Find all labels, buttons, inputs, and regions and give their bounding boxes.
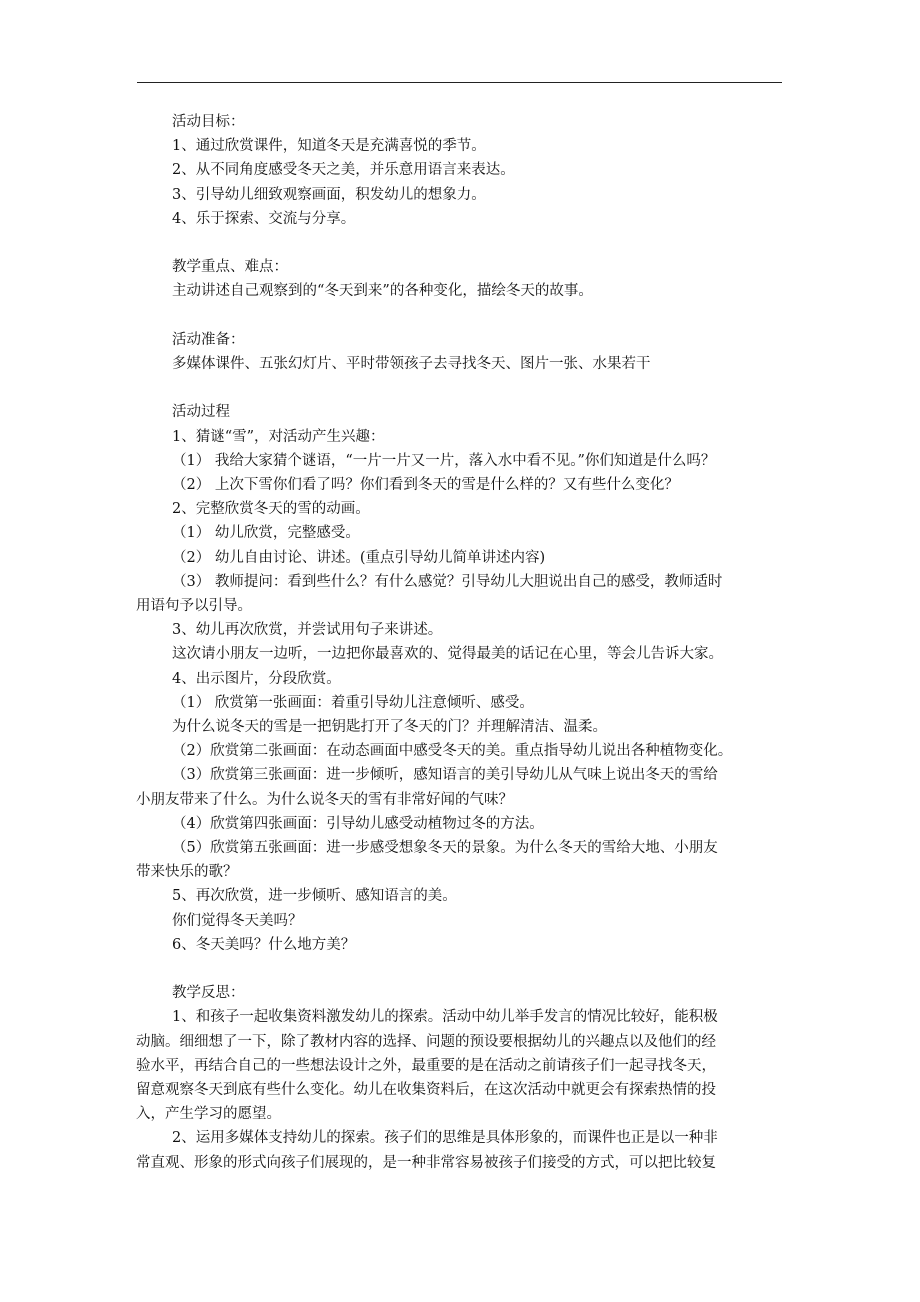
reflection-paragraph-line: 验水平，再结合自己的一些想法设计之外，最重要的是在活动之前请孩子们一起寻找冬天， (136, 1057, 716, 1074)
process-step: 1、猜谜“雪”，对活动产生兴趣： (172, 428, 385, 445)
goal-item: 4、乐于探索、交流与分享。 (172, 210, 356, 227)
process-substep: （1） 幼儿欣赏，完整感受。 (172, 525, 360, 542)
goal-item: 1、通过欣赏课件，知道冬天是充满喜悦的季节。 (172, 138, 486, 155)
process-substep: （2） 幼儿自由讨论、讲述。(重点引导幼儿简单讲述内容) (172, 549, 546, 566)
spacer (172, 376, 784, 400)
reflection-paragraph-line: 2、运用多媒体支持幼儿的探索。孩子们的思维是具体形象的，而课件也正是以一种非 (172, 1130, 718, 1147)
process-substep: （1） 我给大家猜个谜语，“一片一片又一片，落入水中看不见。”你们知道是什么吗？ (172, 452, 716, 469)
header-rule (137, 82, 782, 83)
key-points-heading: 教学重点、难点： (172, 259, 288, 276)
document-body (136, 110, 784, 1175)
process-step: 5、再次欣赏，进一步倾听、感知语言的美。 (172, 888, 457, 905)
reflection-heading: 教学反思： (172, 985, 245, 1002)
preparation-text: 多媒体课件、五张幻灯片、平时带领孩子去寻找冬天、图片一张、水果若干 (172, 356, 651, 372)
goal-item: 3、引导幼儿细致观察画面，积发幼儿的想象力。 (172, 186, 486, 203)
process-substep: （3） 教师提问：看到些什么？有什么感觉？引导幼儿大胆说出自己的感受，教师适时 (172, 573, 723, 590)
process-substep: （2） 上次下雪你们看了吗？你们看到冬天的雪是什么样的？又有些什么变化？ (172, 477, 679, 493)
spacer (172, 231, 784, 255)
spacer (172, 304, 784, 328)
reflection-paragraph-line: 留意观察冬天到底有些什么变化。幼儿在收集资料后，在这次活动中就更会有探索热情的投 (136, 1082, 716, 1099)
process-substep-continued: 带来快乐的歌？ (136, 864, 238, 881)
reflection-paragraph-line: 1、和孩子一起收集资料激发幼儿的探索。活动中幼儿举手发言的情况比较好，能积极 (172, 1009, 718, 1026)
process-step: 3、幼儿再次欣赏，并尝试用句子来讲述。 (172, 622, 443, 639)
goal-item: 2、从不同角度感受冬天之美，并乐意用语言来表达。 (172, 162, 515, 179)
process-text: 为什么说冬天的雪是一把钥匙打开了冬天的门？并理解清洁、温柔。 (172, 719, 607, 736)
preparation-heading: 活动准备： (172, 331, 245, 348)
spacer (172, 957, 784, 981)
goals-heading: 活动目标： (172, 114, 245, 130)
process-substep: （4）欣赏第四张画面：引导幼儿感受动植物过冬的方法。 (172, 815, 544, 832)
reflection-paragraph-line: 入，产生学习的愿望。 (136, 1106, 281, 1123)
process-step: 6、冬天美吗？什么地方美？ (172, 936, 356, 953)
process-step: 2、完整欣赏冬天的雪的动画。 (172, 501, 370, 518)
process-substep: （1） 欣赏第一张画面：着重引导幼儿注意倾听、感受。 (172, 694, 534, 711)
process-heading: 活动过程 (172, 404, 230, 421)
process-substep-continued: 用语句予以引导。 (136, 598, 252, 615)
process-substep: （2）欣赏第二张画面：在动态画面中感受冬天的美。重点指导幼儿说出各种植物变化。 (172, 743, 733, 760)
process-substep-continued: 小朋友带来了什么。为什么说冬天的雪有非常好闻的气味？ (136, 791, 513, 808)
key-points-text: 主动讲述自己观察到的“冬天到来”的各种变化，描绘冬天的故事。 (172, 283, 593, 300)
process-text: 你们觉得冬天美吗？ (172, 912, 303, 929)
process-text: 这次请小朋友一边听，一边把你最喜欢的、觉得最美的话记在心里，等会儿告诉大家。 (172, 646, 723, 663)
process-substep: （3）欣赏第三张画面：进一步倾听，感知语言的美引导幼儿从气味上说出冬天的雪给 (172, 767, 718, 784)
reflection-paragraph-line: 动脑。细细想了一下，除了教材内容的选择、问题的预设要根据幼儿的兴趣点以及他们的经 (136, 1033, 716, 1050)
process-step: 4、出示图片，分段欣赏。 (172, 670, 341, 687)
reflection-paragraph-line: 常直观、形象的形式向孩子们展现的，是一种非常容易被孩子们接受的方式，可以把比较复 (136, 1154, 716, 1171)
process-substep: （5）欣赏第五张画面：进一步感受想象冬天的景象。为什么冬天的雪给大地、小朋友 (172, 840, 718, 857)
